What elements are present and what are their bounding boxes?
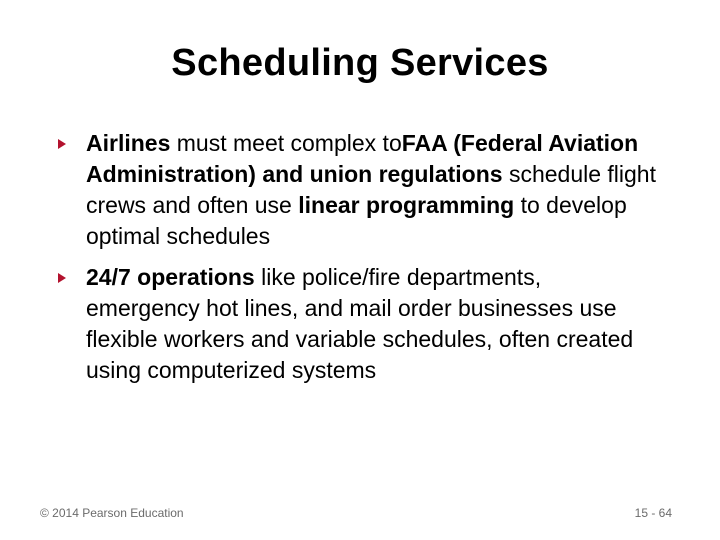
bullet-text-segment: linear programming bbox=[298, 192, 515, 218]
bullet-text-segment: like police/fire departments, emergency hot lines, and mail order businesses use flexible workers and variable schedules, often created using computerized systems bbox=[86, 264, 634, 383]
footer-page-number: 15 - 64 bbox=[634, 506, 672, 520]
bullet-text-segment: 24/7 operations bbox=[86, 264, 255, 290]
bullet-text-segment: schedule flight crews and often use bbox=[86, 161, 656, 218]
footer-copyright: © 2014 Pearson Education bbox=[40, 506, 184, 520]
bullet-item bbox=[58, 262, 658, 386]
slide-title: Scheduling Services bbox=[171, 42, 549, 84]
triangle-bullet-icon bbox=[58, 273, 66, 283]
bullet-list bbox=[58, 128, 658, 396]
bullet-text-segment: FAA (Federal Aviation Administration) and union regulations bbox=[86, 130, 639, 187]
bullet-text-segment: must meet complex to bbox=[170, 130, 402, 156]
bullet-text-segment: to develop optimal schedules bbox=[86, 192, 627, 249]
bullet-item bbox=[58, 128, 658, 252]
triangle-bullet-icon bbox=[58, 139, 66, 149]
bullet-text-segment: Airlines bbox=[86, 130, 171, 156]
